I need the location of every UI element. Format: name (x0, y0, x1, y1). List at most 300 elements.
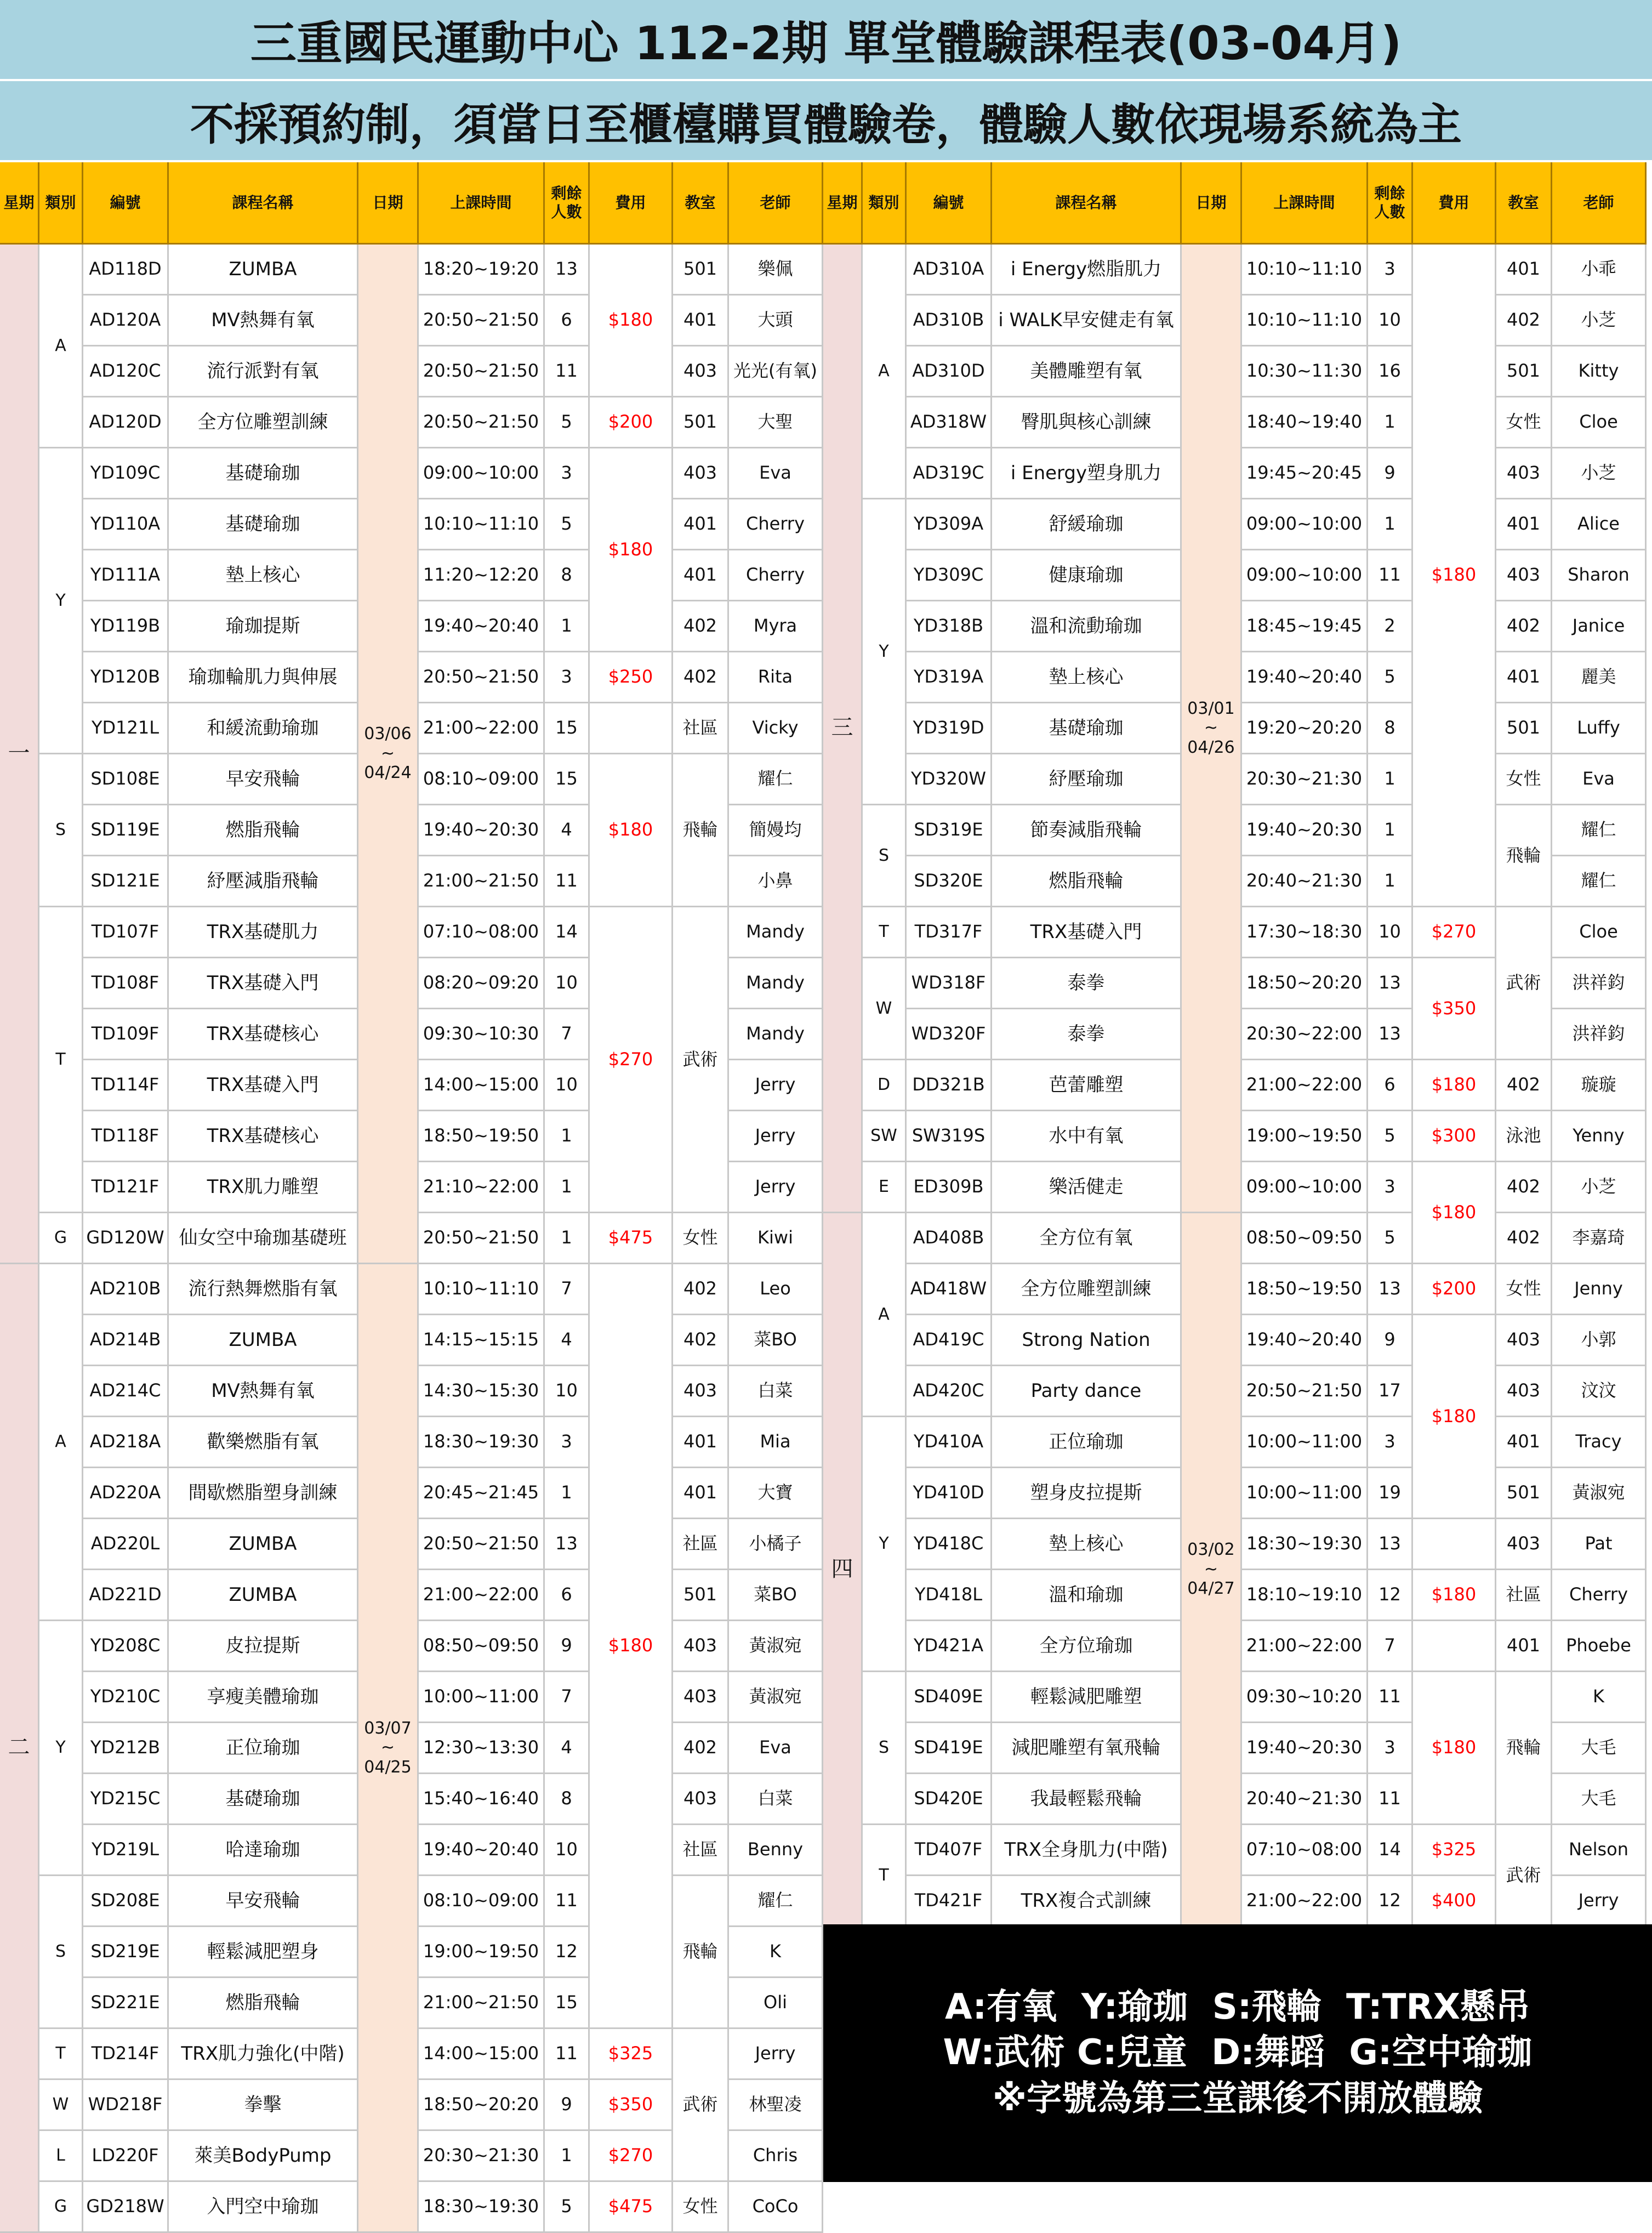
category: E (863, 1162, 907, 1213)
teacher: Cherry (729, 550, 823, 601)
classroom: 501 (673, 1570, 729, 1621)
teacher: 洪祥鈞 (1552, 958, 1647, 1009)
remaining-seats: 9 (1368, 448, 1413, 499)
teacher: 小芝 (1552, 1162, 1647, 1213)
teacher: 黃淑宛 (1552, 1468, 1647, 1519)
course-name: i Energy燃脂肌力 (992, 245, 1182, 296)
class-time: 10:10~11:10 (419, 1264, 545, 1315)
class-time: 14:00~15:00 (419, 2029, 545, 2080)
remaining-seats: 3 (1368, 1162, 1413, 1213)
course-name: 水中有氧 (992, 1111, 1182, 1162)
remaining-seats: 2 (1368, 601, 1413, 652)
class-time: 08:50~09:50 (419, 1621, 545, 1672)
teacher: 耀仁 (729, 1876, 823, 1927)
class-time: 09:00~10:00 (1242, 499, 1368, 550)
category: A (863, 1213, 907, 1417)
remaining-seats: 10 (545, 1060, 590, 1111)
course-code: SD221E (83, 1978, 169, 2029)
course-name: 我最輕鬆飛輪 (992, 1774, 1182, 1825)
fee: $475 (590, 1213, 673, 1264)
class-time: 20:50~21:50 (419, 296, 545, 346)
classroom: 飛輪 (1496, 805, 1552, 907)
remaining-seats: 4 (545, 1723, 590, 1774)
teacher: 小芝 (1552, 448, 1647, 499)
class-time: 21:00~22:00 (1242, 1876, 1368, 1927)
teacher: Cherry (1552, 1570, 1647, 1621)
class-time: 20:50~21:50 (419, 652, 545, 703)
remaining-seats: 15 (545, 754, 590, 805)
teacher: Sharon (1552, 550, 1647, 601)
legend-line-3: ※字號為第三堂課後不開放體驗 (992, 2078, 1483, 2119)
course-name: TRX全身肌力(中階) (992, 1825, 1182, 1876)
course-code: YD110A (83, 499, 169, 550)
course-name: 仙女空中瑜珈基礎班 (169, 1213, 358, 1264)
class-time: 09:00~10:00 (419, 448, 545, 499)
remaining-seats: 7 (545, 1264, 590, 1315)
column-header: 星期 (0, 162, 39, 245)
teacher: 耀仁 (729, 754, 823, 805)
remaining-seats: 12 (545, 1927, 590, 1978)
remaining-seats: 1 (545, 1111, 590, 1162)
course-name: 芭蕾雕塑 (992, 1060, 1182, 1111)
course-name: 全方位瑜珈 (992, 1621, 1182, 1672)
class-time: 09:30~10:30 (419, 1009, 545, 1060)
class-time: 18:30~19:30 (419, 1417, 545, 1468)
remaining-seats: 7 (545, 1672, 590, 1723)
course-code: TD107F (83, 907, 169, 958)
remaining-seats: 10 (545, 1366, 590, 1417)
classroom: 401 (673, 296, 729, 346)
course-name: MV熱舞有氧 (169, 1366, 358, 1417)
course-name: ZUMBA (169, 1519, 358, 1570)
course-name: 健康瑜珈 (992, 550, 1182, 601)
remaining-seats: 1 (1368, 754, 1413, 805)
remaining-seats: 12 (1368, 1876, 1413, 1927)
teacher: Leo (729, 1264, 823, 1315)
class-time: 21:00~21:50 (419, 856, 545, 907)
course-code: SD208E (83, 1876, 169, 1927)
class-time: 21:00~22:00 (1242, 1060, 1368, 1111)
course-name: 瑜珈輪肌力與伸展 (169, 652, 358, 703)
course-code: AD419C (907, 1315, 992, 1366)
teacher: Jerry (729, 1162, 823, 1213)
category: S (39, 754, 83, 907)
classroom: 403 (1496, 550, 1552, 601)
class-time: 10:30~11:30 (1242, 346, 1368, 397)
course-name: 溫和瑜珈 (992, 1570, 1182, 1621)
class-time: 21:00~22:00 (419, 703, 545, 754)
fee: $180 (1413, 245, 1496, 907)
class-time: 08:10~09:00 (419, 1876, 545, 1927)
class-time: 19:40~20:40 (1242, 1315, 1368, 1366)
course-code: SD320E (907, 856, 992, 907)
legend-box (823, 1924, 1652, 2182)
fee: $180 (1413, 1570, 1496, 1621)
course-name: 溫和流動瑜珈 (992, 601, 1182, 652)
category: A (39, 245, 83, 448)
class-time: 18:40~19:40 (1242, 397, 1368, 448)
fee: $180 (1413, 1315, 1496, 1519)
column-header: 課程名稱 (992, 162, 1182, 245)
course-name: ZUMBA (169, 245, 358, 296)
course-name: 基礎瑜珈 (169, 499, 358, 550)
fee: $200 (1413, 1264, 1496, 1315)
fee: $180 (1413, 1162, 1496, 1264)
course-name: 基礎瑜珈 (992, 703, 1182, 754)
teacher: Benny (729, 1825, 823, 1876)
class-time: 20:50~21:50 (419, 1519, 545, 1570)
course-code: YD109C (83, 448, 169, 499)
class-time: 19:40~20:40 (1242, 652, 1368, 703)
remaining-seats: 13 (1368, 958, 1413, 1009)
class-time: 20:40~21:30 (1242, 856, 1368, 907)
classroom: 401 (673, 550, 729, 601)
classroom: 飛輪 (673, 754, 729, 907)
page-title: 三重國民運動中心 112-2期 單堂體驗課程表(03-04月) (0, 0, 1652, 81)
classroom: 402 (673, 1315, 729, 1366)
page-subtitle: 不採預約制，須當日至櫃檯購買體驗卷，體驗人數依現場系統為主 (0, 81, 1652, 162)
remaining-seats: 1 (1368, 499, 1413, 550)
course-name: 輕鬆減肥塑身 (169, 1927, 358, 1978)
fee: $325 (1413, 1825, 1496, 1876)
date-range: 03/02 ~ 04/27 (1182, 1213, 1242, 1927)
remaining-seats: 9 (545, 1621, 590, 1672)
course-code: WD320F (907, 1009, 992, 1060)
teacher: 李嘉琦 (1552, 1213, 1647, 1264)
teacher: Janice (1552, 601, 1647, 652)
course-code: YD120B (83, 652, 169, 703)
course-name: 泰拳 (992, 1009, 1182, 1060)
class-time: 18:45~19:45 (1242, 601, 1368, 652)
remaining-seats: 11 (1368, 1774, 1413, 1825)
class-time: 09:30~10:20 (1242, 1672, 1368, 1723)
course-name: TRX肌力雕塑 (169, 1162, 358, 1213)
course-code: AD214B (83, 1315, 169, 1366)
course-code: YD410D (907, 1468, 992, 1519)
classroom: 403 (673, 1672, 729, 1723)
teacher: Jerry (729, 1060, 823, 1111)
course-name: 燃脂飛輪 (169, 1978, 358, 2029)
class-time: 19:45~20:45 (1242, 448, 1368, 499)
column-header: 編號 (907, 162, 992, 245)
classroom: 女性 (673, 2182, 729, 2233)
remaining-seats: 1 (545, 1162, 590, 1213)
course-code: AD418W (907, 1264, 992, 1315)
course-name: 早安飛輪 (169, 754, 358, 805)
course-name: ZUMBA (169, 1570, 358, 1621)
category: Y (863, 499, 907, 805)
remaining-seats: 13 (545, 1519, 590, 1570)
course-code: YD319D (907, 703, 992, 754)
course-name: 樂活健走 (992, 1162, 1182, 1213)
classroom: 402 (1496, 1060, 1552, 1111)
category: G (39, 1213, 83, 1264)
class-time: 07:10~08:00 (419, 907, 545, 958)
teacher: 洪祥鈞 (1552, 1009, 1647, 1060)
course-name: 舒緩瑜珈 (992, 499, 1182, 550)
course-code: AD220L (83, 1519, 169, 1570)
class-time: 20:50~21:50 (419, 346, 545, 397)
remaining-seats: 8 (545, 1774, 590, 1825)
teacher: Jerry (1552, 1876, 1647, 1927)
remaining-seats: 1 (1368, 805, 1413, 856)
classroom: 403 (1496, 1519, 1552, 1570)
classroom: 飛輪 (673, 1876, 729, 2029)
classroom: 403 (673, 448, 729, 499)
fee: $250 (590, 652, 673, 703)
course-code: YD121L (83, 703, 169, 754)
classroom: 女性 (1496, 397, 1552, 448)
classroom: 401 (673, 499, 729, 550)
class-time: 14:30~15:30 (419, 1366, 545, 1417)
teacher: 耀仁 (1552, 856, 1647, 907)
remaining-seats: 1 (1368, 856, 1413, 907)
column-header: 老師 (729, 162, 823, 245)
column-header: 編號 (83, 162, 169, 245)
course-name: 瑜珈提斯 (169, 601, 358, 652)
teacher: Mandy (729, 958, 823, 1009)
classroom: 403 (673, 1774, 729, 1825)
classroom: 501 (673, 397, 729, 448)
class-time: 18:20~19:20 (419, 245, 545, 296)
teacher: 汶汶 (1552, 1366, 1647, 1417)
remaining-seats: 8 (545, 550, 590, 601)
class-time: 19:40~20:40 (419, 1825, 545, 1876)
course-code: GD218W (83, 2182, 169, 2233)
teacher: 小郭 (1552, 1315, 1647, 1366)
class-time: 20:45~21:45 (419, 1468, 545, 1519)
classroom: 武術 (1496, 907, 1552, 1060)
fee: $180 (590, 754, 673, 907)
category: Y (39, 1621, 83, 1876)
course-code: AD310A (907, 245, 992, 296)
classroom: 403 (673, 1621, 729, 1672)
remaining-seats: 13 (1368, 1519, 1413, 1570)
course-code: AD310D (907, 346, 992, 397)
column-header: 類別 (39, 162, 83, 245)
classroom: 女性 (673, 1213, 729, 1264)
remaining-seats: 3 (545, 1417, 590, 1468)
course-code: SD219E (83, 1927, 169, 1978)
teacher: Chris (729, 2131, 823, 2182)
category: Y (39, 448, 83, 754)
category: Y (863, 1417, 907, 1672)
category: D (863, 1060, 907, 1111)
course-code: AD420C (907, 1366, 992, 1417)
classroom: 社區 (1496, 1570, 1552, 1621)
fee: $400 (1413, 1876, 1496, 1927)
teacher: Tracy (1552, 1417, 1647, 1468)
remaining-seats: 17 (1368, 1366, 1413, 1417)
class-time: 19:40~20:30 (1242, 1723, 1368, 1774)
class-time: 21:00~22:00 (1242, 1621, 1368, 1672)
teacher: Eva (729, 448, 823, 499)
class-time: 10:00~11:00 (1242, 1417, 1368, 1468)
fee: $180 (590, 1264, 673, 2029)
remaining-seats: 3 (545, 652, 590, 703)
column-header: 剩餘人數 (545, 162, 590, 245)
class-time: 10:10~11:10 (419, 499, 545, 550)
teacher: 白菜 (729, 1366, 823, 1417)
course-name: 間歇燃脂塑身訓練 (169, 1468, 358, 1519)
class-time: 18:50~19:50 (419, 1111, 545, 1162)
course-code: DD321B (907, 1060, 992, 1111)
class-time: 09:00~10:00 (1242, 1162, 1368, 1213)
class-time: 20:50~21:50 (419, 397, 545, 448)
teacher: 大寶 (729, 1468, 823, 1519)
column-header: 上課時間 (1242, 162, 1368, 245)
category: S (39, 1876, 83, 2029)
course-name: 美體雕塑有氧 (992, 346, 1182, 397)
remaining-seats: 13 (545, 245, 590, 296)
course-code: TD421F (907, 1876, 992, 1927)
course-name: TRX基礎入門 (169, 958, 358, 1009)
teacher: Luffy (1552, 703, 1647, 754)
column-header: 費用 (1413, 162, 1496, 245)
course-name: 減肥雕塑有氧飛輪 (992, 1723, 1182, 1774)
date-range: 03/07 ~ 04/25 (358, 1264, 419, 2233)
class-time: 19:40~20:40 (419, 601, 545, 652)
course-name: TRX肌力強化(中階) (169, 2029, 358, 2080)
category: S (863, 1672, 907, 1825)
remaining-seats: 19 (1368, 1468, 1413, 1519)
course-name: i WALK早安健走有氧 (992, 296, 1182, 346)
remaining-seats: 3 (1368, 1723, 1413, 1774)
classroom: 402 (673, 652, 729, 703)
teacher: Cloe (1552, 397, 1647, 448)
class-time: 20:50~21:50 (419, 1213, 545, 1264)
teacher: CoCo (729, 2182, 823, 2233)
classroom: 401 (673, 1417, 729, 1468)
course-code: AD221D (83, 1570, 169, 1621)
fee: $270 (590, 2131, 673, 2182)
teacher: 耀仁 (1552, 805, 1647, 856)
classroom: 402 (673, 1264, 729, 1315)
teacher: 白菜 (729, 1774, 823, 1825)
column-header: 教室 (673, 162, 729, 245)
course-code: SD119E (83, 805, 169, 856)
class-time: 19:20~20:20 (1242, 703, 1368, 754)
course-code: YD319A (907, 652, 992, 703)
class-time: 20:40~21:30 (1242, 1774, 1368, 1825)
teacher: Eva (729, 1723, 823, 1774)
course-name: 燃脂飛輪 (992, 856, 1182, 907)
remaining-seats: 1 (545, 601, 590, 652)
teacher: Pat (1552, 1519, 1647, 1570)
category: SW (863, 1111, 907, 1162)
remaining-seats: 1 (545, 2131, 590, 2182)
teacher: 璇璇 (1552, 1060, 1647, 1111)
category: T (39, 907, 83, 1213)
teacher: Cherry (729, 499, 823, 550)
class-time: 15:40~16:40 (419, 1774, 545, 1825)
remaining-seats: 10 (545, 958, 590, 1009)
fee: $300 (1413, 1111, 1496, 1162)
teacher: 大毛 (1552, 1723, 1647, 1774)
fee: $325 (590, 2029, 673, 2080)
classroom: 403 (1496, 1366, 1552, 1417)
course-name: TRX基礎肌力 (169, 907, 358, 958)
column-header: 日期 (1182, 162, 1242, 245)
class-time: 20:30~21:30 (1242, 754, 1368, 805)
course-code: YD318B (907, 601, 992, 652)
category: L (39, 2131, 83, 2182)
teacher: Kiwi (729, 1213, 823, 1264)
teacher: Alice (1552, 499, 1647, 550)
remaining-seats: 5 (1368, 1213, 1413, 1264)
remaining-seats: 11 (545, 856, 590, 907)
classroom: 403 (1496, 448, 1552, 499)
course-name: 流行熱舞燃脂有氧 (169, 1264, 358, 1315)
teacher: Cloe (1552, 907, 1647, 958)
course-code: AD118D (83, 245, 169, 296)
course-name: 紓壓減脂飛輪 (169, 856, 358, 907)
course-code: YD215C (83, 1774, 169, 1825)
course-code: YD320W (907, 754, 992, 805)
classroom: 401 (1496, 245, 1552, 296)
category: A (39, 1264, 83, 1621)
teacher: Vicky (729, 703, 823, 754)
class-time: 19:40~20:30 (1242, 805, 1368, 856)
classroom: 403 (1496, 1315, 1552, 1366)
classroom: 武術 (673, 907, 729, 1213)
column-header: 類別 (863, 162, 907, 245)
course-code: AD310B (907, 296, 992, 346)
course-name: TRX基礎入門 (169, 1060, 358, 1111)
category: W (39, 2080, 83, 2131)
course-name: 歡樂燃脂有氧 (169, 1417, 358, 1468)
class-time: 14:00~15:00 (419, 1060, 545, 1111)
course-code: SD121E (83, 856, 169, 907)
remaining-seats: 6 (545, 1570, 590, 1621)
teacher: 小鼻 (729, 856, 823, 907)
course-name: 墊上核心 (992, 1519, 1182, 1570)
course-name: 燃脂飛輪 (169, 805, 358, 856)
fee: $350 (590, 2080, 673, 2131)
fee: $180 (590, 448, 673, 652)
class-time: 09:00~10:00 (1242, 550, 1368, 601)
teacher: 林聖凌 (729, 2080, 823, 2131)
course-code: ED309B (907, 1162, 992, 1213)
teacher: 光光(有氧) (729, 346, 823, 397)
fee: $180 (1413, 1060, 1496, 1111)
legend-line-2: W:武術 C:兒童 D:舞蹈 G:空中瑜珈 (943, 2032, 1533, 2073)
teacher: 小橘子 (729, 1519, 823, 1570)
course-code: AD210B (83, 1264, 169, 1315)
class-time: 11:20~12:20 (419, 550, 545, 601)
course-code: YD219L (83, 1825, 169, 1876)
schedule-table (0, 162, 1652, 2231)
remaining-seats: 5 (1368, 1111, 1413, 1162)
class-time: 18:50~19:50 (1242, 1264, 1368, 1315)
course-code: YD212B (83, 1723, 169, 1774)
remaining-seats: 10 (1368, 907, 1413, 958)
classroom: 401 (673, 1468, 729, 1519)
class-time: 08:10~09:00 (419, 754, 545, 805)
classroom: 社區 (673, 703, 729, 754)
fee: $350 (1413, 958, 1496, 1060)
class-time: 10:00~11:00 (419, 1672, 545, 1723)
course-name: MV熱舞有氧 (169, 296, 358, 346)
teacher: 小乖 (1552, 245, 1647, 296)
fee: $180 (590, 245, 673, 397)
course-name: 萊美BodyPump (169, 2131, 358, 2182)
column-header: 剩餘人數 (1368, 162, 1413, 245)
course-name: 入門空中瑜珈 (169, 2182, 358, 2233)
course-code: TD407F (907, 1825, 992, 1876)
category: T (39, 2029, 83, 2080)
course-name: TRX複合式訓練 (992, 1876, 1182, 1927)
